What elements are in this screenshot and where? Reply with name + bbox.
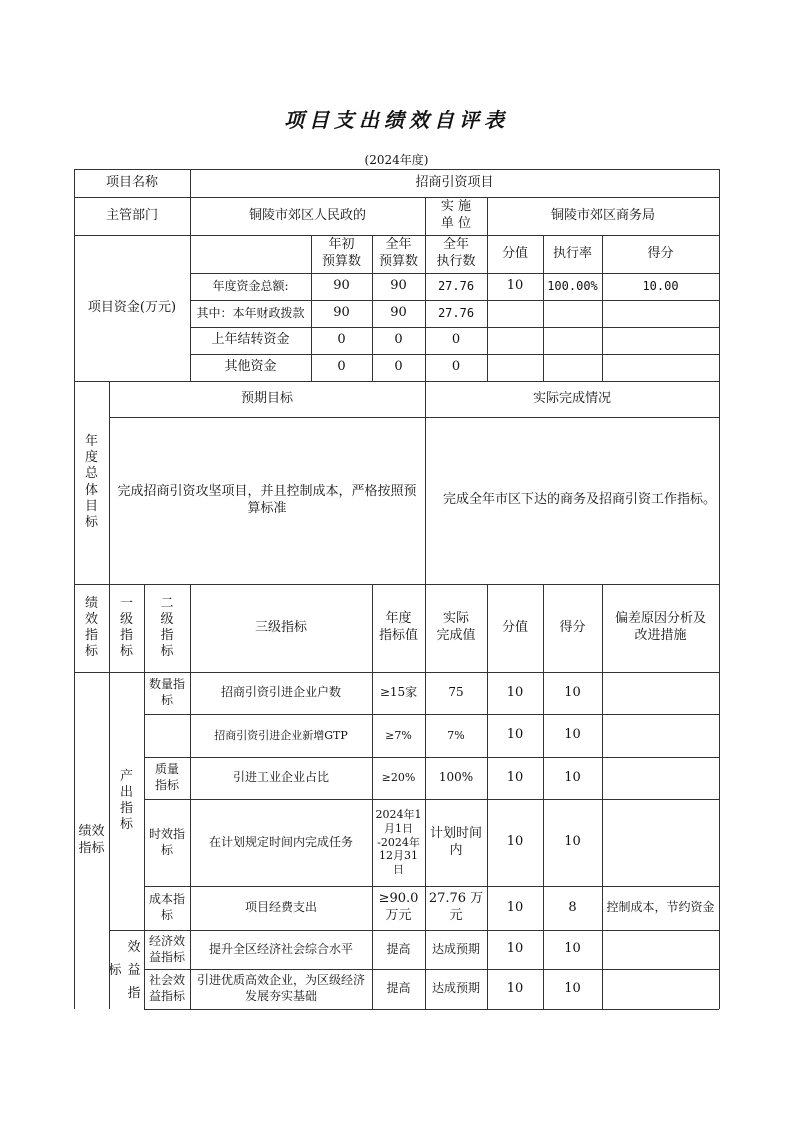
perf-header: 绩 效 指 标 — [84, 595, 98, 660]
funds-row-initial: 90 — [333, 278, 350, 294]
level3-header: 三级指标 — [254, 619, 307, 635]
level1-header: 一 级 指 标 — [119, 595, 133, 660]
funds-header-score: 得分 — [647, 245, 674, 261]
level3-cell: 提升全区经济社会综合水平 — [208, 941, 353, 956]
level2-cell: 成本指 标 — [148, 892, 185, 922]
impl-unit-value: 铜陵市郊区商务局 — [550, 207, 655, 223]
score-cell: 10 — [564, 980, 581, 996]
level3-cell: 招商引资引进企业新增GTP — [214, 728, 348, 742]
score-value-cell: 10 — [506, 980, 524, 996]
funds-header-exec: 全年 执行数 — [436, 237, 476, 269]
funds-row-name: 其中：本年财政拨款 — [196, 305, 305, 320]
level3-cell: 项目经费支出 — [244, 900, 317, 915]
impl-unit-label: 实 施 单 位 — [440, 199, 472, 231]
level2-cell: 社会效 益指标 — [148, 973, 185, 1003]
analysis-cell — [602, 714, 719, 757]
level3-cell: 招商引资引进企业户数 — [220, 685, 341, 700]
score-cell: 10 — [564, 834, 581, 850]
score-value-header: 分值 — [501, 619, 528, 635]
form-title: 项目支出绩效自评表 — [284, 108, 509, 132]
target-cell: 2024年1 月1日 -2024年 12月31 日 — [375, 808, 422, 877]
level2-cell: 经济效 益指标 — [148, 933, 185, 964]
funds-header-score-value: 分值 — [501, 245, 528, 261]
funds-row-name: 其他资金 — [224, 359, 277, 375]
expected-goal-header: 预期目标 — [240, 390, 293, 406]
funds-row-exec: 0 — [451, 359, 461, 375]
goals-label: 年 度 总 体 目 标 — [84, 433, 98, 530]
level3-cell: 在计划规定时间内完成任务 — [208, 834, 353, 849]
output-indicator-label: 产 出 指 标 — [119, 768, 133, 833]
actual-cell: 100% — [438, 770, 474, 785]
funds-header-full: 全年 预算数 — [378, 237, 418, 269]
score-value-cell: 10 — [506, 834, 524, 850]
analysis-header: 偏差原因分析及 改进措施 — [614, 611, 706, 643]
analysis-cell — [602, 672, 719, 714]
level2-cell: 时效指 标 — [148, 826, 185, 857]
analysis-cell — [602, 969, 719, 1009]
score-value-cell: 10 — [506, 769, 524, 785]
score-cell: 8 — [568, 899, 577, 915]
funds-row-full: 0 — [394, 332, 403, 348]
target-cell: ≥15家 — [379, 685, 418, 700]
funds-label: 项目资金(万元) — [87, 299, 177, 315]
target-cell: 提高 — [386, 941, 411, 956]
score-value-cell: 10 — [506, 727, 524, 743]
funds-row-score-value: 10 — [506, 278, 524, 294]
funds-row-exec-rate: 100.00% — [547, 278, 598, 293]
funds-row-initial: 90 — [333, 305, 350, 321]
analysis-cell — [602, 930, 719, 969]
perf-indicator-label: 绩效 指标 — [78, 823, 105, 856]
funds-row-name: 上年结转资金 — [211, 332, 290, 348]
project-name-label: 项目名称 — [105, 174, 158, 190]
score-header: 得分 — [559, 619, 586, 635]
funds-row-initial: 0 — [337, 359, 346, 375]
funds-row-score: 10.00 — [642, 278, 679, 293]
dept-label: 主管部门 — [105, 207, 158, 223]
target-cell: 提高 — [386, 981, 411, 996]
score-cell: 10 — [564, 727, 581, 743]
actual-cell: 75 — [448, 685, 464, 700]
funds-row-name: 年度资金总额: — [212, 278, 289, 293]
target-cell: ≥7% — [385, 728, 412, 742]
funds-row-full: 0 — [394, 359, 403, 375]
level3-cell: 引进工业企业占比 — [232, 770, 329, 785]
analysis-cell: 控制成本，节约资金 — [606, 900, 715, 915]
actual-goal-text: 完成全年市区下达的商务及招商引资工作指标。 — [443, 492, 717, 508]
funds-header-exec-rate: 执行率 — [552, 245, 592, 261]
target-header: 年度 指标值 — [378, 611, 418, 643]
level2-cell: 数量指 标 — [148, 677, 185, 707]
level2-header: 二 级 指 标 — [160, 595, 174, 660]
project-name-value: 招商引资项目 — [415, 174, 494, 190]
score-value-cell: 10 — [506, 941, 524, 957]
score-cell: 10 — [564, 769, 581, 785]
score-value-cell: 10 — [506, 684, 524, 700]
actual-cell: 达成预期 — [431, 981, 480, 996]
score-value-cell: 10 — [506, 899, 524, 915]
funds-header-initial: 年初 预算数 — [321, 237, 361, 269]
target-cell: ≥90.0 万元 — [378, 891, 419, 923]
level3-cell: 引进优质高效企业，为区级经济 发展夯实基础 — [196, 973, 365, 1003]
funds-row-initial: 0 — [337, 332, 346, 348]
level2-cell: 质量 指标 — [154, 762, 179, 792]
actual-cell: 27.76 万 元 — [428, 891, 484, 923]
form-year: (2024年度) — [364, 153, 429, 167]
analysis-cell — [602, 799, 719, 886]
analysis-cell — [602, 757, 719, 799]
funds-row-full: 90 — [390, 278, 407, 294]
level2-cell — [144, 714, 190, 757]
funds-row-full: 90 — [390, 305, 407, 321]
funds-row-exec: 0 — [451, 332, 461, 348]
actual-cell: 达成预期 — [431, 941, 480, 956]
score-cell: 10 — [564, 941, 581, 957]
expected-goal-text: 完成招商引资攻坚项目，并且控制成本，严格按照预算标准 — [117, 483, 417, 516]
target-cell: ≥20% — [381, 771, 416, 785]
actual-cell: 7% — [447, 728, 465, 742]
actual-header: 实际 完成值 — [436, 611, 476, 643]
dept-value: 铜陵市郊区人民政的 — [248, 207, 366, 223]
funds-row-exec: 27.76 — [437, 278, 475, 293]
score-cell: 10 — [564, 684, 581, 700]
funds-row-exec: 27.76 — [437, 305, 475, 320]
actual-goal-header: 实际完成情况 — [532, 390, 611, 406]
actual-cell: 计划时间 内 — [429, 825, 482, 858]
